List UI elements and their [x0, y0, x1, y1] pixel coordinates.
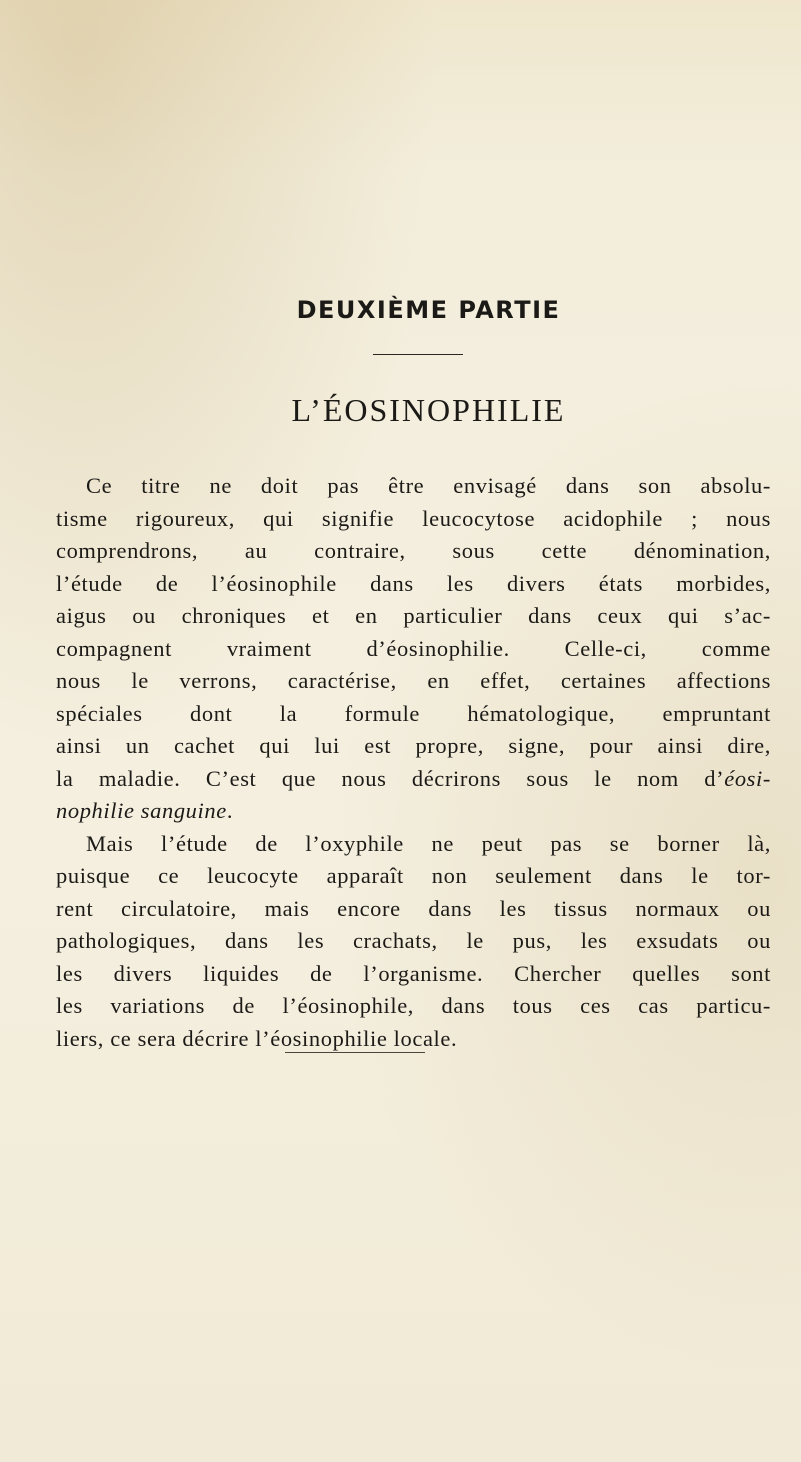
text-line: nous le verrons, caractérise, en effet, certaines affections — [56, 668, 771, 693]
text-line: les variations de l’éosinophile, dans tous ces cas particu- — [56, 993, 771, 1018]
italic-term: nophilie sanguine — [56, 798, 227, 823]
text-line: rent circulatoire, mais encore dans les tissus normaux ou — [56, 895, 771, 921]
part-title: DEUXIÈME PARTIE — [296, 296, 561, 324]
text-line: tisme rigoureux, qui signifie leucocytose acidophile ; nous — [56, 505, 771, 531]
title-divider — [373, 354, 463, 355]
text-line: ainsi un cachet qui lui est propre, signe, pour ainsi dire, — [56, 733, 771, 758]
body-text — [56, 470, 771, 1055]
text-line — [56, 763, 771, 796]
text-line: l’étude de l’éosinophile dans les divers états morbides, — [56, 570, 771, 596]
text-line: spéciales dont la formule hématologique, empruntant — [56, 700, 771, 726]
text-line: les divers liquides de l’organisme. Chercher quelles sont — [56, 960, 771, 986]
text-segment: la maladie. C’est que nous décrirons sous le nom d’ — [56, 765, 725, 791]
paragraph-2 — [56, 828, 771, 1056]
text-line: Mais l’étude de l’oxyphile ne peut pas se borner là, — [86, 830, 771, 856]
text-line: comprendrons, au contraire, sous cette dénomination, — [56, 538, 771, 563]
text-line — [56, 795, 771, 828]
paragraph-1 — [56, 470, 771, 828]
text-line: puisque ce leucocyte apparaît non seulement dans le tor- — [56, 863, 771, 888]
text-line: pathologiques, dans les crachats, le pus, les exsudats ou — [56, 928, 771, 953]
text-line: Ce titre ne doit pas être envisagé dans son absolu- — [86, 473, 771, 498]
text-line: liers, ce sera décrire l’éosinophilie locale. — [56, 1025, 458, 1051]
chapter-title: L’ÉOSINOPHILIE — [291, 392, 566, 428]
italic-term: éosi- — [724, 765, 771, 791]
text-line: compagnent vraiment d’éosinophilie. Celle-ci, comme — [56, 635, 771, 661]
section-end-rule — [285, 1052, 425, 1053]
text-line: aigus ou chroniques et en particulier dans ceux qui s’ac- — [56, 603, 771, 628]
text-segment: . — [226, 798, 234, 823]
